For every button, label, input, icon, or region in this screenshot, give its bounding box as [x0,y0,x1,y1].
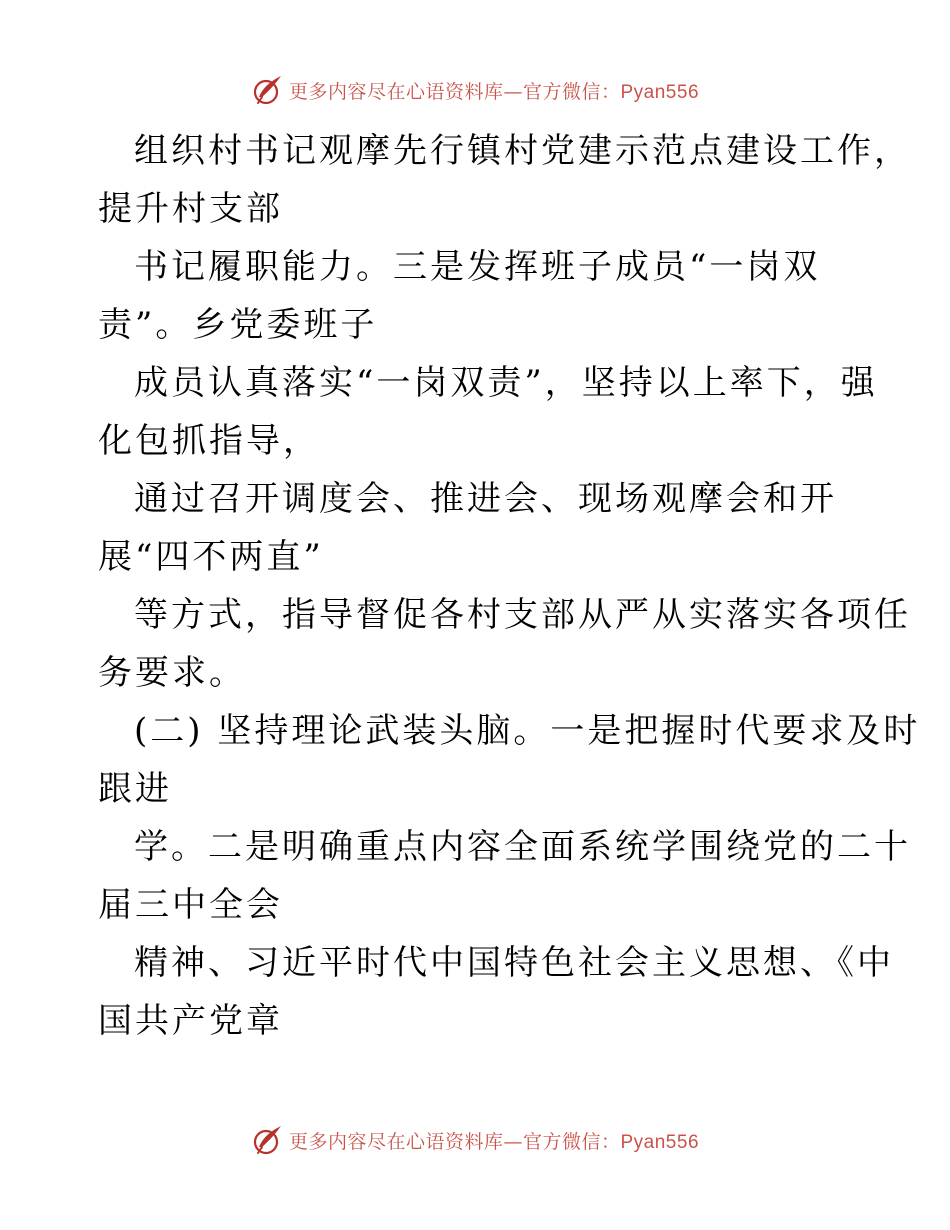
footer-wechat-id: Pyan556 [620,1131,700,1153]
paragraph-line: 跟进 [98,769,172,809]
footer-brand-text: 更多内容尽在心语资料库—官方微信：Pyan556 [288,1130,700,1153]
paragraph-4 [98,470,858,586]
paragraph-7 [98,818,911,934]
paragraph-line: 组织村书记观摩先行镇村党建示范点建设工作， [134,131,911,171]
paragraph-line: 精神、习近平时代中国特色社会主义思想、《中 [134,943,894,983]
footer-banner [0,1120,950,1160]
quill-pen-logo-icon [251,1123,285,1157]
paragraph-line: 通过召开调度会、推进会、现场观摩会和开 [134,479,837,519]
paragraph-5 [98,586,911,702]
paragraph-8 [98,934,894,1050]
paragraph-line: 责”。乡党委班子 [98,305,378,345]
document-body [98,122,921,1050]
paragraph-3 [98,354,878,470]
paragraph-2 [98,238,858,354]
paragraph-line: 学。二是明确重点内容全面系统学围绕党的二十 [134,827,911,867]
paragraph-line: 展“四不两直” [98,537,324,577]
paragraph-6 [98,702,921,818]
paragraph-line: 成员认真落实“一岗双责”，坚持以上率下，强 [134,363,878,403]
paragraph-line: 书记履职能力。三是发挥班子成员“一岗双 [134,247,821,287]
paragraph-line: 提升村支部 [98,189,283,229]
paragraph-line: 届三中全会 [98,885,283,925]
header-brand-text: 更多内容尽在心语资料库—官方微信：Pyan556 [288,80,700,103]
paragraph-line: 等方式，指导督促各村支部从严从实落实各项任 [134,595,911,635]
paragraph-line: 国共产党章 [98,1001,283,1041]
quill-pen-logo-icon [251,73,285,107]
paragraph-line: (二) 坚持理论武装头脑。一是把握时代要求及时 [134,711,921,751]
header-wechat-id: Pyan556 [620,81,700,103]
paragraph-1 [98,122,911,238]
paragraph-line: 务要求。 [98,653,246,693]
paragraph-line: 化包抓指导， [98,421,320,461]
header-banner [0,70,950,110]
